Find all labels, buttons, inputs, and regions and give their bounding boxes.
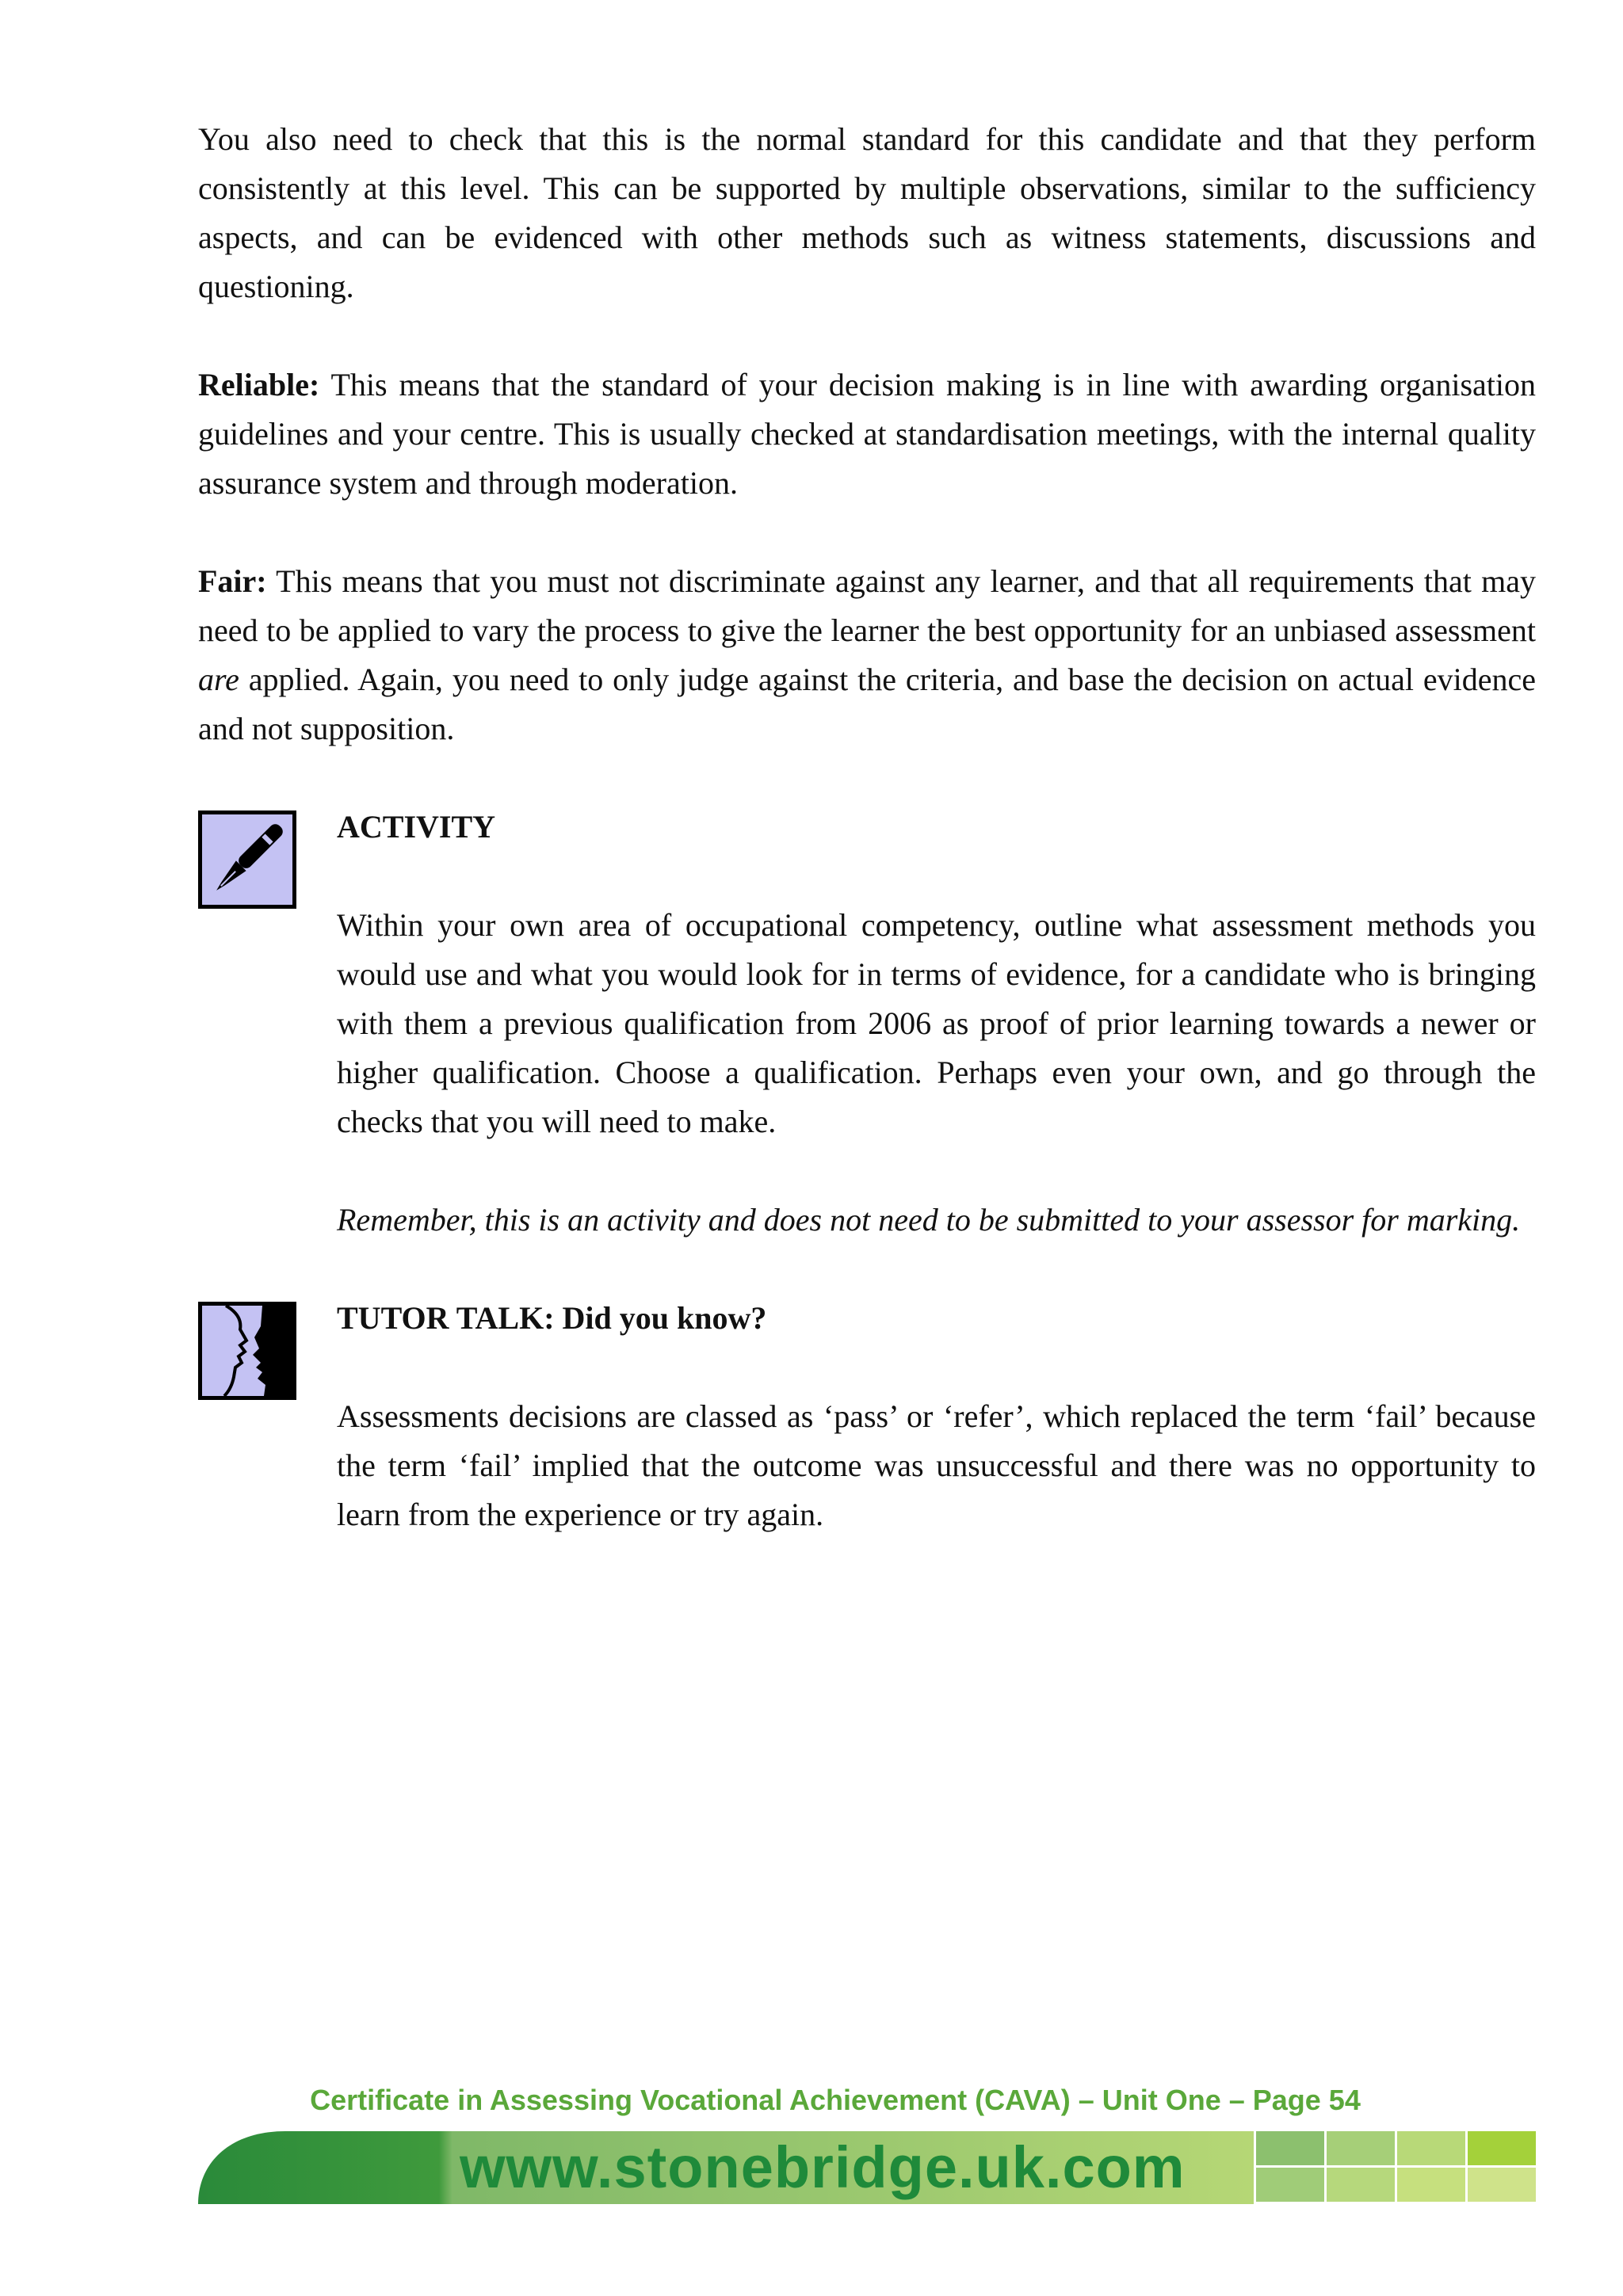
- paragraph-reliable: [198, 360, 1536, 508]
- paragraph-fair: [198, 557, 1536, 753]
- banner-grid: [1254, 2131, 1536, 2204]
- reliable-text: This means that the standard of your decision making is in line with awarding organisation guidelines and your centre. This is usually checked at standardisation meetings, with the internal quality assurance system and through moderation.: [198, 367, 1536, 501]
- fair-text-2: applied. Again, you need to only judge against the criteria, and base the decision on actual evidence and not supposition.: [198, 662, 1536, 746]
- paragraph-consistency: You also need to check that this is the normal standard for this candidate and that they perform consistently at this level. This can be supported by multiple observations, similar to the sufficiency aspects, and can be evidenced with other methods such as witness statements, discussions and questioning.: [198, 121, 1536, 304]
- reliable-label: Reliable:: [198, 367, 320, 402]
- page-content: [198, 115, 1536, 1589]
- footer-title: Certificate in Assessing Vocational Achievement (CAVA) – Unit One – Page 54: [310, 2084, 1361, 2116]
- footer-banner: [198, 2131, 1536, 2204]
- pen-icon: [198, 810, 296, 909]
- fair-text-emphasis: are: [198, 662, 239, 697]
- activity-note: Remember, this is an activity and does not need to be submitted to your assessor for marking.: [337, 1202, 1521, 1238]
- tutor-talk-body: Assessments decisions are classed as ‘pass’ or ‘refer’, which replaced the term ‘fail’ because the term ‘fail’ implied that the outcome was unsuccessful and there was no opportunity to learn from the experience or try again.: [337, 1398, 1536, 1532]
- activity-callout: [198, 803, 1536, 1245]
- tutor-talk-callout: [198, 1294, 1536, 1539]
- tutor-talk-heading: TUTOR TALK: Did you know?: [337, 1300, 767, 1336]
- website-url[interactable]: www.stonebridge.uk.com: [460, 2134, 1186, 2200]
- fair-label: Fair:: [198, 563, 267, 599]
- fair-text-1: This means that you must not discriminate against any learner, and that all requirements that may need to be applied to vary the process to give the learner the best opportunity for an unbiased assessment: [198, 563, 1536, 648]
- activity-heading: ACTIVITY: [337, 809, 496, 845]
- faces-icon: [198, 1302, 296, 1400]
- activity-body: Within your own area of occupational competency, outline what assessment methods you would use and what you would look for in terms of evidence, for a candidate who is bringing with them a previous qualification from 2006 as proof of prior learning towards a newer or higher qualification. Choose a qualification. Perhaps even your own, and go through the checks that you will need to make.: [337, 907, 1536, 1139]
